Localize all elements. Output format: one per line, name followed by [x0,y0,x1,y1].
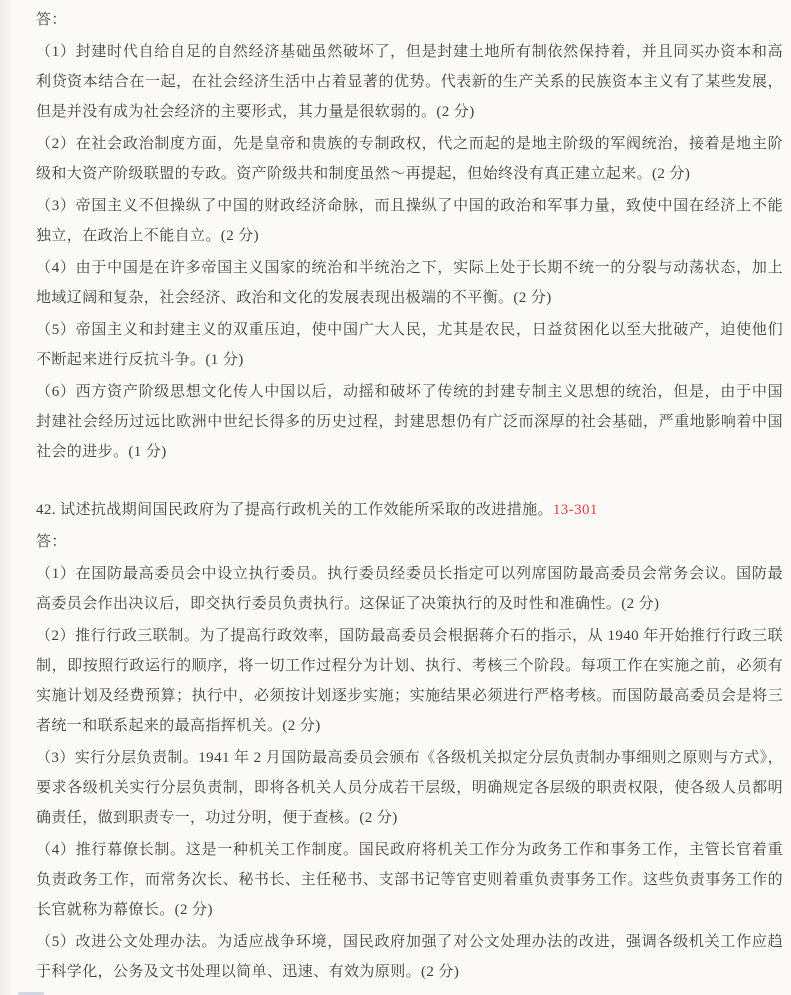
answer-41-item-3: （3）帝国主义不但操纵了中国的财政经济命脉，而且操纵了中国的政治和军事力量，致使中国在经济上不能独立，在政治上不能自立。(2 分) [36,198,783,244]
answer-42-item-1: （1）在国防最高委员会中设立执行委员。执行委员经委员长指定可以列席国防最高委员会常务会议。国防最高委员会作出决议后，即交执行委员负责执行。这保证了决策执行的及时性和准确性。(2 分) [36,566,783,612]
question-42 [36,495,783,525]
answer-41-label: 答： [36,12,67,28]
answer-42-label: 答： [36,534,67,550]
answer-42-item-2: （2）推行行政三联制。为了提高行政效率，国防最高委员会根据蒋介石的指示，从 1940 年开始推行行政三联制，即按照行政运行的顺序，将一切工作过程分为计划、执行、考核三个阶段。每项工作在实施之前，必须有实施计划及经费预算；执行中，必须按计划逐步实施；实施结果必须进行严格考核。而国防最高委员会是将三者统一和联系起来的最高指挥机关。(2 分) [36,628,783,734]
answer-41-item-2: （2）在社会政治制度方面，先是皇帝和贵族的专制政权，代之而起的是地主阶级的军阀统治，接着是地主阶级和大资产阶级联盟的专政。资产阶级共和制度虽然～再提起，但始终没有真正建立起来。(2 分) [36,136,783,182]
answer-41-item-4: （4）由于中国是在许多帝国主义国家的统治和半统治之下，实际上处于长期不统一的分裂与动荡状态，加上地域辽阔和复杂，社会经济、政治和文化的发展表现出极端的不平衡。(2 分) [36,260,783,306]
answer-42-item-4: （4）推行幕僚长制。这是一种机关工作制度。国民政府将机关工作分为政务工作和事务工作，主管长官着重负责政务工作，而常务次长、秘书长、主任秘书、支部书记等官吏则着重负责事务工作。这些负责事务工作的长官就称为幕僚长。(2 分) [36,842,783,918]
answer-42-item-5: （5）改进公文处理办法。为适应战争环境，国民政府加强了对公文处理办法的改进，强调各级机关工作应趋于科学化，公务及文书处理以简单、迅速、有效为原则。(2 分) [36,934,783,980]
answer-41-item-5: （5）帝国主义和封建主义的双重压迫，使中国广大人民，尤其是农民，日益贫困化以至大批破产，迫使他们不断起来进行反抗斗争。(1 分) [36,322,783,368]
question-42-ref-code: 13-301 [552,502,598,518]
answer-41-item-6: （6）西方资产阶级思想文化传人中国以后，动摇和破坏了传统的封建专制主义思想的统治，但是，由于中国封建社会经历过远比欧洲中世纪长得多的历史过程，封建思想仍有广泛而深厚的社会基础，严重地影响着中国社会的进步。(1 分) [36,384,783,460]
question-42-text: 42. 试述抗战期间国民政府为了提高行政机关的工作效能所采取的改进措施。 [36,502,553,518]
answer-41-item-1: （1）封建时代自给自足的自然经济基础虽然破坏了，但是封建土地所有制依然保持着，并且同买办资本和高利贷资本结合在一起，在社会经济生活中占着显著的优势。代表新的生产关系的民族资本主义有了某些发展，但是并没有成为社会经济的主要形式，其力量是很软弱的。(2 分) [36,44,783,120]
answer-42-item-3: （3）实行分层负责制。1941 年 2 月国防最高委员会颁布《各级机关拟定分层负责制办事细则之原则与方式》，要求各级机关实行分层负责制，即将各机关人员分成若干层级，明确规定各层级的职责权限，使各级人员都明确责任，做到职责专一，功过分明，便于查核。(2 分) [36,750,783,826]
